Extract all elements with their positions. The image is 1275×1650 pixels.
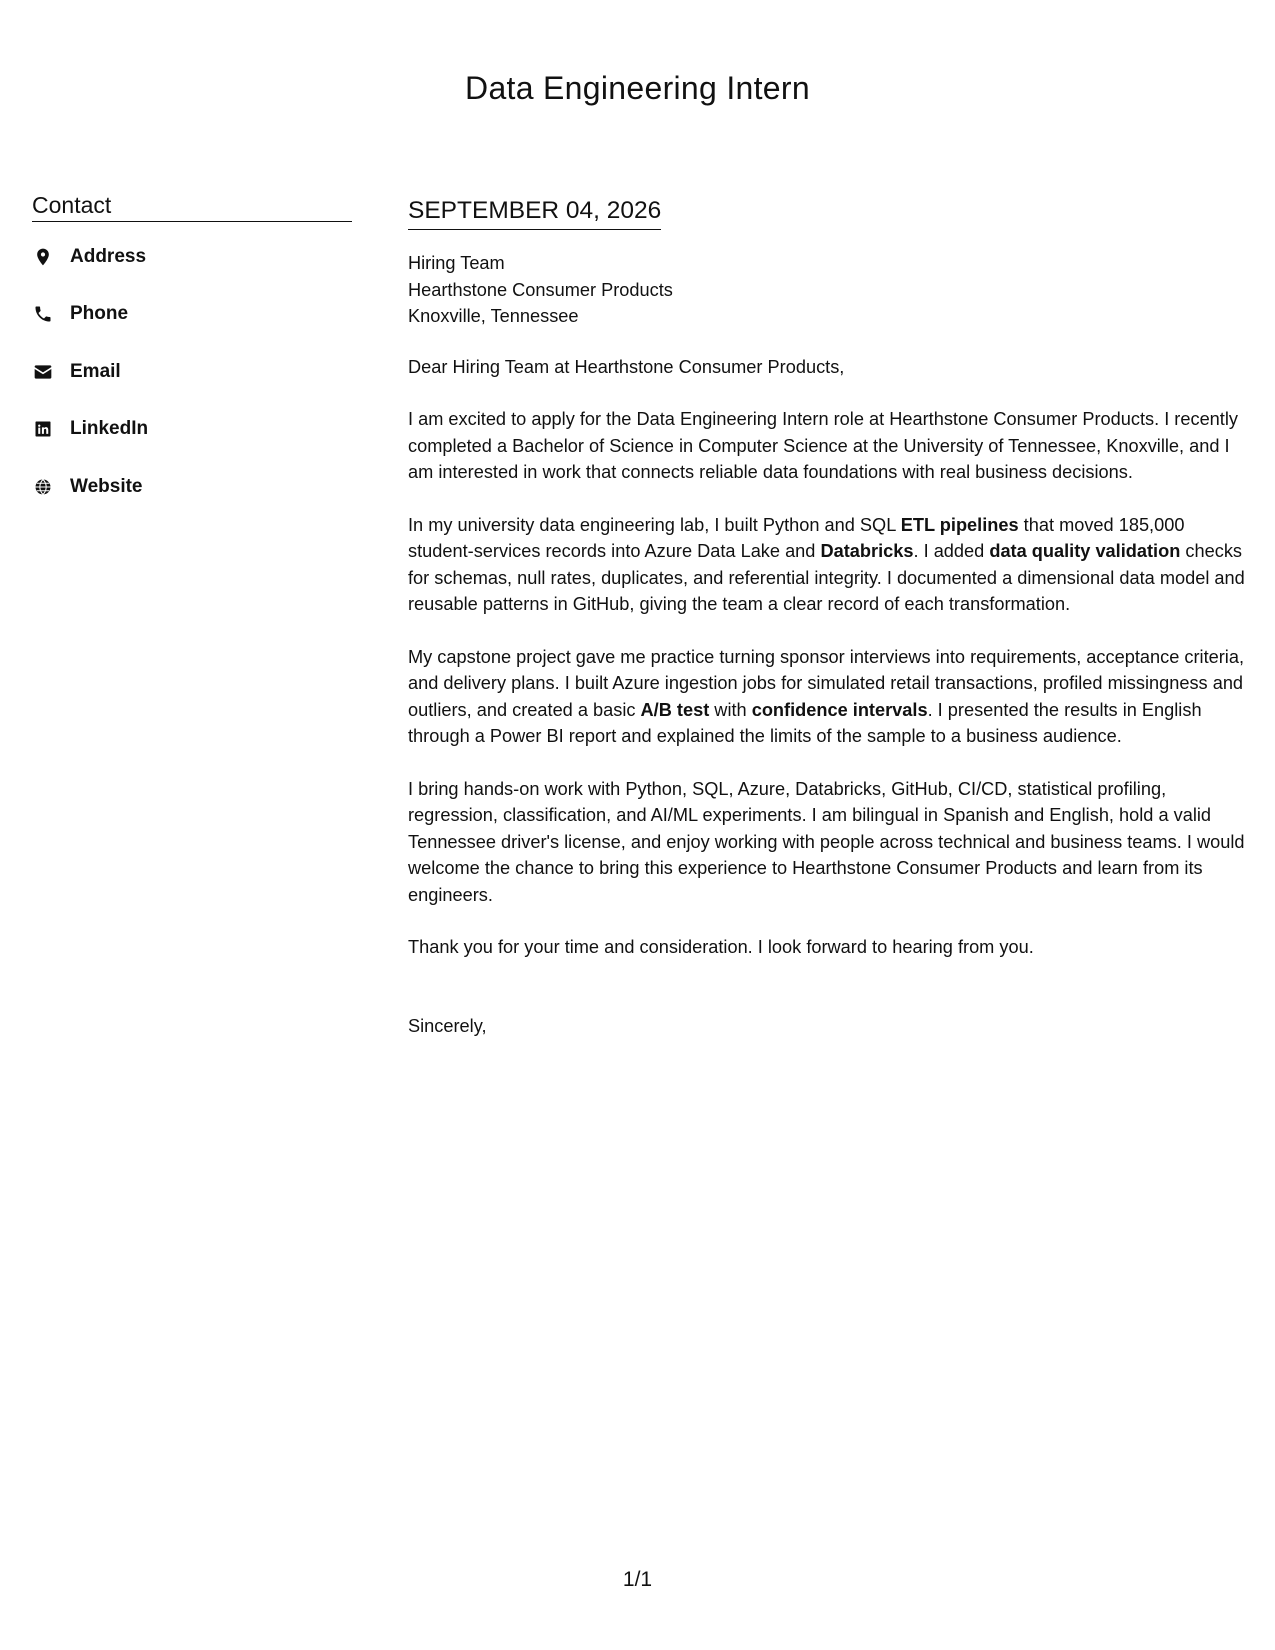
body-paragraph (408, 406, 1248, 486)
text-run: . I added (913, 541, 990, 561)
recipient-line: Knoxville, Tennessee (408, 306, 579, 326)
text-run: checks for schemas, null rates, duplicates, and referential integrity. I documented a dimensional data model and reusable patterns in GitHub, giving the team a clear record of each transformation. (408, 541, 1245, 614)
recipient-line: Hiring Team (408, 253, 505, 273)
phone-icon (32, 303, 54, 325)
bold-phrase: data quality validation (989, 541, 1181, 561)
body-paragraph (408, 512, 1248, 618)
envelope-icon (32, 361, 54, 383)
body-paragraph (408, 644, 1248, 750)
bold-phrase: ETL pipelines (900, 514, 1019, 535)
text-run: with (709, 699, 752, 720)
bold-phrase: confidence intervals (751, 699, 928, 720)
contact-label-phone: Phone (70, 303, 129, 325)
bold-phrase: Databricks (820, 541, 914, 561)
salutation: Dear Hiring Team at Hearthstone Consumer Products, (408, 356, 845, 377)
contact-label-email: Email (70, 360, 121, 382)
map-pin-icon (32, 246, 54, 268)
text-run: I am excited to apply for the Data Engineering Intern role at Hearthstone Consumer Products. I recently completed a Bachelor of Science in Computer Science at the University of Tennessee, Knoxville, and I am interested in work that connects reliable data foundations with real business decisions. (408, 409, 1238, 482)
contact-heading: Contact (32, 192, 352, 222)
contact-item-address[interactable] (32, 228, 352, 286)
contact-sidebar (32, 192, 352, 530)
page-number: 1/1 (622, 1568, 653, 1591)
globe-icon (32, 476, 54, 498)
text-run: . I presented the results in English through a Power BI report and explained the limits of the sample to a business audience. (408, 699, 1202, 746)
body-paragraph (408, 776, 1248, 909)
text-run: Thank you for your time and consideration. I look forward to hearing from you. (408, 937, 1034, 957)
text-run: I bring hands-on work with Python, SQL, Azure, Databricks, GitHub, CI/CD, statistical profiling, regression, classification, and AI/ML experiments. I am bilingual in Spanish and English, hold a valid Tennessee driver's license, and enjoy working with people across technical and business teams. I would welcome the chance to bring this experience to Hearthstone Consumer Products and learn from its engineers. (408, 778, 1245, 905)
contact-label-address: Address (70, 245, 147, 267)
text-run: My capstone project gave me practice turning sponsor interviews into requirements, acceptance criteria, and delivery plans. I built Azure ingestion jobs for simulated retail transactions, profiled missingness and outliers, and created a basic (408, 646, 1245, 720)
contact-item-linkedin[interactable] (32, 401, 352, 459)
bold-phrase: A/B test (640, 699, 710, 720)
contact-label-linkedin: LinkedIn (70, 418, 149, 440)
recipient-line: Hearthstone Consumer Products (408, 279, 673, 300)
linkedin-icon (32, 418, 54, 440)
text-run: that moved 185,000 student-services records into Azure Data Lake and (408, 514, 1185, 561)
contact-item-email[interactable] (32, 343, 352, 401)
recipient-block (408, 250, 1248, 330)
contact-item-website[interactable] (32, 458, 352, 516)
closing: Sincerely, (408, 1015, 487, 1036)
letter-body (408, 196, 1248, 1057)
document-title: Data Engineering Intern (465, 70, 810, 106)
contact-item-phone[interactable] (32, 286, 352, 344)
letter-date: SEPTEMBER 04, 2026 (408, 196, 661, 230)
letter-paragraphs (408, 406, 1248, 961)
contact-label-website: Website (70, 475, 143, 497)
text-run: In my university data engineering lab, I built Python and SQL (408, 514, 901, 535)
body-paragraph (408, 934, 1248, 961)
